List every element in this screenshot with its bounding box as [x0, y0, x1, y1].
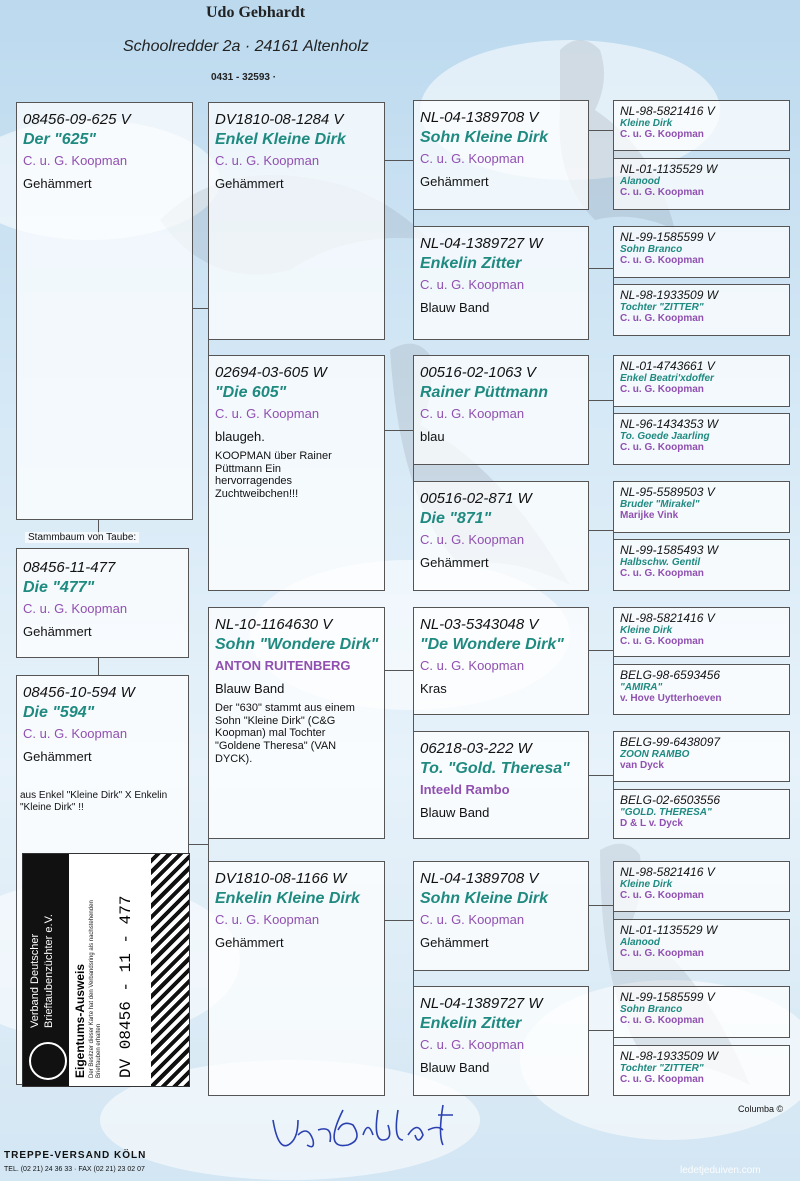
gen4-ring: NL-01-4743661 V — [620, 359, 715, 373]
card-org-line2: Brieftaubenzüchter e.V. — [42, 914, 55, 1028]
gen4-box — [613, 1045, 790, 1096]
gen2-name: Enkel Kleine Dirk — [215, 131, 346, 148]
gen4-name: Tochter "ZITTER" — [620, 302, 704, 313]
gen4-name: To. Goede Jaarling — [620, 431, 710, 442]
gen4-name: Kleine Dirk — [620, 625, 673, 636]
card-org-line1: Verband Deutscher — [29, 933, 41, 1028]
gen2-ring: NL-10-1164630 V — [215, 616, 333, 633]
gen4-box — [613, 861, 790, 912]
gen3-color: Gehämmert — [420, 174, 489, 189]
gen4-name: "AMIRA" — [620, 682, 663, 693]
gen3-breeder: C. u. G. Koopman — [420, 406, 525, 421]
gen3-name: Sohn Kleine Dirk — [420, 890, 549, 907]
gen3-ring: 00516-02-871 W — [420, 490, 532, 507]
gen2-ring: 02694-03-605 W — [215, 364, 327, 381]
gen3-box — [413, 481, 589, 591]
gen4-ring: NL-98-5821416 V — [620, 611, 715, 625]
sire-name: Der "625" — [23, 131, 96, 148]
gen4-breeder: C. u. G. Koopman — [620, 187, 704, 198]
gen4-ring: NL-99-1585493 W — [620, 543, 719, 557]
gen4-box — [613, 986, 790, 1038]
card-title: Eigentums-Ausweis — [73, 963, 87, 1078]
gen3-ring: NL-04-1389727 W — [420, 235, 543, 252]
gen3-name: Die "871" — [420, 510, 492, 527]
ownership-card — [22, 853, 190, 1087]
gen4-breeder: C. u. G. Koopman — [620, 1074, 704, 1085]
gen4-ring: NL-99-1585599 V — [620, 230, 715, 244]
gen4-ring: NL-01-1135529 W — [620, 923, 718, 937]
gen2-color: Blauw Band — [215, 681, 285, 696]
subject-ring: 08456-11-477 — [23, 559, 116, 576]
gen4-box — [613, 284, 790, 336]
gen2-breeder: C. u. G. Koopman — [215, 153, 320, 168]
gen4-ring: NL-98-5821416 V — [620, 104, 715, 118]
gen4-breeder: C. u. G. Koopman — [620, 568, 704, 579]
gen4-name: Kleine Dirk — [620, 118, 673, 129]
gen2-note: KOOPMAN über Rainer Püttmann Ein hervorragendes Zuchtweibchen!!! — [215, 450, 332, 500]
gen3-breeder: C. u. G. Koopman — [420, 277, 525, 292]
dam-ring: 08456-10-594 W — [23, 684, 135, 701]
gen2-breeder: C. u. G. Koopman — [215, 912, 320, 927]
gen3-box — [413, 731, 589, 839]
gen3-name: Enkelin Zitter — [420, 1015, 522, 1032]
footer-company: TREPPE-VERSAND KÖLN — [4, 1150, 147, 1161]
gen3-color: blau — [420, 429, 445, 444]
gen4-breeder: C. u. G. Koopman — [620, 384, 704, 395]
subject-color: Gehämmert — [23, 624, 92, 639]
subject-breeder: C. u. G. Koopman — [23, 601, 128, 616]
gen2-color: blaugeh. — [215, 429, 265, 444]
gen3-box — [413, 355, 589, 465]
gen2-name: Enkelin Kleine Dirk — [215, 890, 360, 907]
subject-name: Die "477" — [23, 579, 95, 596]
card-text: Der Besitzer dieser Karte hat den Verbandsring als nachstehenden Brieftauben erhalten — [89, 900, 102, 1078]
gen2-breeder: ANTON RUITENBERG — [215, 658, 351, 673]
gen4-ring: BELG-02-6503556 — [620, 793, 721, 807]
gen4-breeder: C. u. G. Koopman — [620, 255, 704, 266]
gen4-breeder: C. u. G. Koopman — [620, 442, 704, 453]
gen4-box — [613, 226, 790, 278]
gen4-breeder: Marijke Vink — [620, 510, 679, 521]
gen3-breeder: C. u. G. Koopman — [420, 532, 525, 547]
gen3-ring: 06218-03-222 W — [420, 740, 532, 757]
owner-phone: 0431 - 32593 · — [211, 72, 277, 83]
gen2-breeder: C. u. G. Koopman — [215, 406, 320, 421]
gen4-name: Alanood — [620, 176, 660, 187]
gen3-box — [413, 100, 589, 210]
gen2-box — [208, 861, 385, 1096]
sire-box — [16, 102, 193, 520]
gen2-color: Gehämmert — [215, 935, 284, 950]
owner-address: Schoolredder 2a · 24161 Altenholz — [123, 38, 369, 55]
gen3-name: "De Wondere Dirk" — [420, 636, 564, 653]
gen3-ring: NL-03-5343048 V — [420, 616, 539, 633]
stammbaum-label: Stammbaum von Taube: — [25, 532, 139, 543]
watermark: ledetjeduiven.com — [680, 1165, 761, 1176]
subject-box — [16, 548, 189, 658]
gen4-name: ZOON RAMBO — [620, 749, 690, 760]
gen4-box — [613, 481, 790, 533]
owner-name: Udo Gebhardt — [206, 4, 306, 21]
gen4-breeder: C. u. G. Koopman — [620, 129, 704, 140]
gen3-ring: 00516-02-1063 V — [420, 364, 536, 381]
gen3-color: Blauw Band — [420, 1060, 490, 1075]
card-number: DV 08456 - 11 - 477 — [117, 895, 135, 1078]
gen4-box — [613, 100, 790, 151]
gen4-box — [613, 607, 790, 657]
gen4-breeder: C. u. G. Koopman — [620, 948, 704, 959]
card-pattern — [151, 854, 189, 1086]
gen4-breeder: D & L v. Dyck — [620, 818, 683, 829]
sire-color: Gehämmert — [23, 176, 92, 191]
gen4-box — [613, 539, 790, 591]
gen3-box — [413, 226, 589, 340]
gen4-ring: NL-95-5589503 V — [620, 485, 715, 499]
gen2-ring: DV1810-08-1166 W — [215, 870, 347, 887]
gen2-box — [208, 607, 385, 839]
gen2-note: Der "630" stammt aus einem Sohn "Kleine Dirk" (C&G Koopman) mal Tochter "Goldene Theresa" (VAN DYCK). — [215, 702, 355, 765]
sire-breeder: C. u. G. Koopman — [23, 153, 128, 168]
gen4-name: Tochter "ZITTER" — [620, 1063, 704, 1074]
gen4-ring: NL-01-1135529 W — [620, 162, 718, 176]
gen4-name: "GOLD. THERESA" — [620, 807, 712, 818]
gen2-name: "Die 605" — [215, 384, 287, 401]
gen4-ring: BELG-98-6593456 — [620, 668, 721, 682]
sire-ring: 08456-09-625 V — [23, 111, 131, 128]
gen4-breeder: van Dyck — [620, 760, 664, 771]
gen3-color: Kras — [420, 681, 447, 696]
dam-name: Die "594" — [23, 704, 95, 721]
gen2-box — [208, 102, 385, 340]
gen4-name: Halbschw. Gentil — [620, 557, 701, 568]
gen3-box — [413, 861, 589, 971]
gen4-ring: NL-99-1585599 V — [620, 990, 715, 1004]
gen3-breeder: C. u. G. Koopman — [420, 912, 525, 927]
gen4-name: Enkel Beatri'xdoffer — [620, 373, 714, 384]
signature — [268, 1100, 468, 1160]
gen3-ring: NL-04-1389708 V — [420, 870, 539, 887]
dam-color: Gehämmert — [23, 749, 92, 764]
gen4-box — [613, 664, 790, 715]
gen4-breeder: v. Hove Uytterhoeven — [620, 693, 722, 704]
gen3-name: Sohn Kleine Dirk — [420, 129, 549, 146]
footer-contact: TEL. (02 21) 24 36 33 · FAX (02 21) 23 02 07 — [4, 1166, 145, 1173]
gen3-breeder: C. u. G. Koopman — [420, 1037, 525, 1052]
gen4-box — [613, 731, 790, 782]
gen2-name: Sohn "Wondere Dirk" — [215, 636, 379, 653]
gen4-name: Alanood — [620, 937, 660, 948]
gen4-ring: NL-98-5821416 V — [620, 865, 715, 879]
gen4-box — [613, 158, 790, 210]
gen4-name: Bruder "Mirakel" — [620, 499, 700, 510]
gen4-ring: NL-98-1933509 W — [620, 288, 719, 302]
gen4-breeder: C. u. G. Koopman — [620, 313, 704, 324]
gen3-color: Gehämmert — [420, 935, 489, 950]
gen4-ring: NL-98-1933509 W — [620, 1049, 719, 1063]
gen3-color: Blauw Band — [420, 805, 490, 820]
gen3-ring: NL-04-1389727 W — [420, 995, 543, 1012]
gen3-breeder: Inteeld Rambo — [420, 782, 510, 797]
gen3-breeder: C. u. G. Koopman — [420, 151, 525, 166]
gen4-breeder: C. u. G. Koopman — [620, 890, 704, 901]
gen4-name: Sohn Branco — [620, 1004, 683, 1015]
gen3-ring: NL-04-1389708 V — [420, 109, 539, 126]
gen3-name: Rainer Püttmann — [420, 384, 549, 401]
dam-breeder: C. u. G. Koopman — [23, 726, 128, 741]
gen4-box — [613, 789, 790, 839]
gen4-breeder: C. u. G. Koopman — [620, 636, 704, 647]
gen4-name: Sohn Branco — [620, 244, 683, 255]
gen4-box — [613, 355, 790, 407]
gen3-color: Gehämmert — [420, 555, 489, 570]
gen4-name: Kleine Dirk — [620, 879, 673, 890]
dam-note: aus Enkel "Kleine Dirk" X Enkelin "Kleine Dirk" !! — [20, 790, 168, 813]
gen2-color: Gehämmert — [215, 176, 284, 191]
gen2-ring: DV1810-08-1284 V — [215, 111, 344, 128]
gen4-ring: BELG-99-6438097 — [620, 735, 721, 749]
gen3-box — [413, 986, 589, 1096]
gen4-breeder: C. u. G. Koopman — [620, 1015, 704, 1026]
gen3-box — [413, 607, 589, 715]
gen4-box — [613, 413, 790, 465]
credit-label: Columba © — [738, 1104, 784, 1114]
gen3-name: To. "Gold. Theresa" — [420, 760, 570, 777]
gen3-breeder: C. u. G. Koopman — [420, 658, 525, 673]
gen4-ring: NL-96-1434353 W — [620, 417, 719, 431]
pigeon-logo-icon — [29, 1042, 67, 1080]
gen2-box — [208, 355, 385, 591]
gen4-box — [613, 919, 790, 971]
gen3-color: Blauw Band — [420, 300, 490, 315]
gen3-name: Enkelin Zitter — [420, 255, 522, 272]
